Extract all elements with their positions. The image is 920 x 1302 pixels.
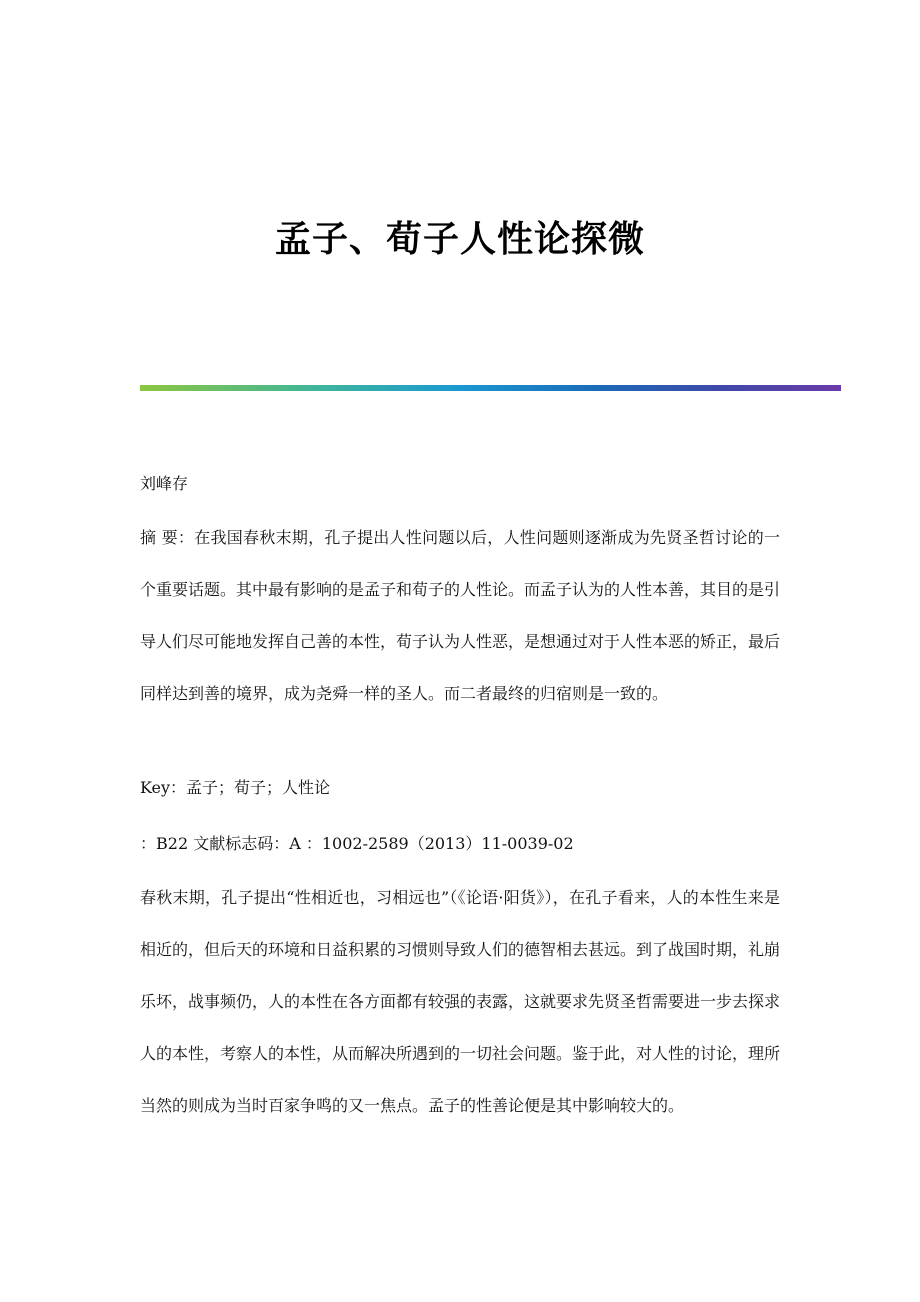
abstract-text: 在我国春秋末期，孔子提出人性问题以后，人性问题则逐渐成为先贤圣哲讨论的一个重要话题。其中最有影响的是孟子和荀子的人性论。而孟子认为的人性本善，其目的是引导人们尽可能地发挥自己善的本性，荀子认为人性恶，是想通过对于人性本恶的矫正，最后同样达到善的境界，成为尧舜一样的圣人。而二者最终的归宿则是一致的。 <box>140 528 781 703</box>
document-title: 孟子、荀子人性论探微 <box>274 219 645 260</box>
keywords-line <box>140 762 780 814</box>
title-divider <box>140 385 841 391</box>
classification-line: ：B22 文献标志码：A ：1002-2589（2013）11-0039-02 <box>140 834 574 853</box>
abstract-paragraph <box>140 512 780 720</box>
keywords-label: Key： <box>140 778 187 797</box>
abstract-label: 摘 要： <box>140 528 195 547</box>
keywords-text: 孟子；荀子；人性论 <box>186 778 331 797</box>
body-paragraph: 春秋末期，孔子提出“性相近也，习相远也”（《论语·阳货》），在孔子看来，人的本性生来是相近的，但后天的环境和日益积累的习惯则导致人们的德智相去甚远。到了战国时期，礼崩乐坏，战事频仍，人的本性在各方面都有较强的表露，这就要求先贤圣哲需要进一步去探求人的本性，考察人的本性，从而解决所遇到的一切社会问题。鉴于此，对人性的讨论，理所当然的则成为当时百家争鸣的又一焦点。孟子的性善论便是其中影响较大的。 <box>140 888 781 1115</box>
author-name: 刘峰存 <box>140 474 189 493</box>
